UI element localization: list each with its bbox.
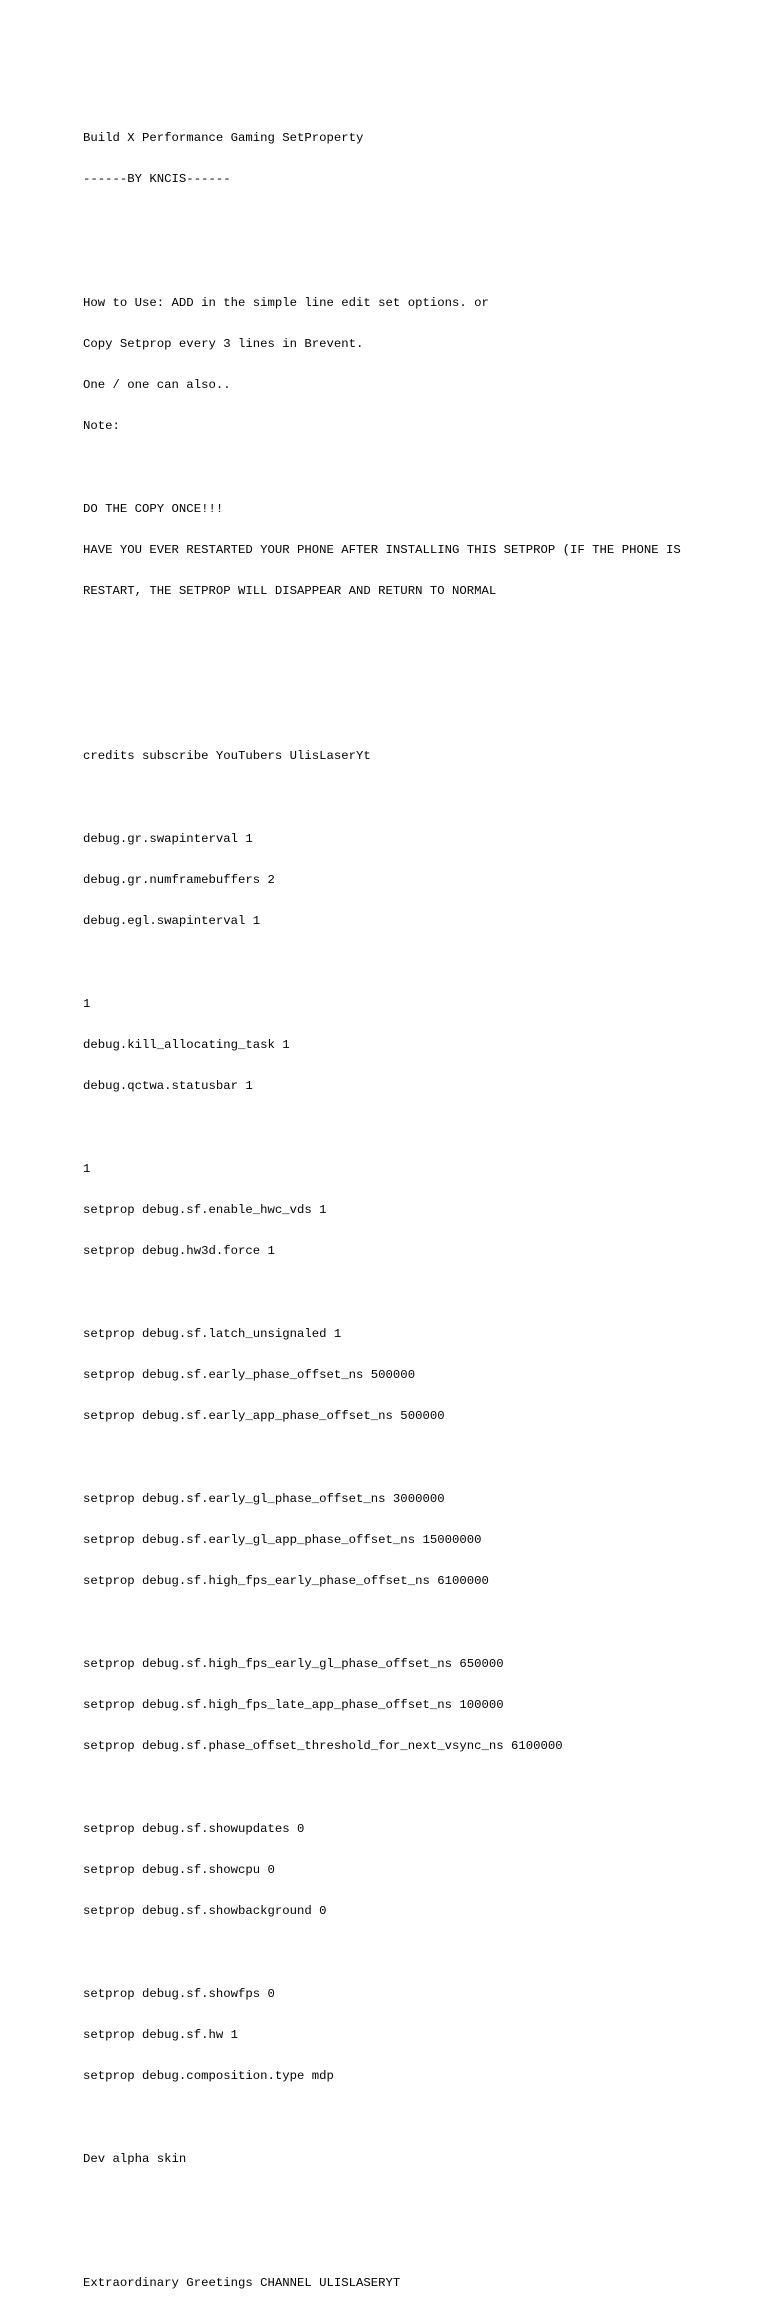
document-body [83,104,743,2318]
setprop-line: setprop debug.sf.phase_offset_threshold_for_next_vsync_ns 6100000 [83,1739,563,1754]
instructions-line: How to Use: ADD in the simple line edit set options. or [83,295,489,310]
setprop-line: setprop debug.sf.early_phase_offset_ns 500000 [83,1368,416,1382]
document-line [83,1617,743,1631]
setprop-line: setprop debug.sf.high_fps_early_gl_phase_offset_ns 650000 [83,1656,504,1671]
document-line [83,792,743,806]
property-line: debug.qctwa.statusbar 1 [83,1079,253,1094]
document-line [83,462,743,476]
document-line [83,2194,743,2208]
property-line: debug.kill_allocating_task 1 [83,1038,290,1052]
warning-line: RESTART, THE SETPROP WILL DISAPPEAR AND RETURN TO NORMAL [83,584,497,599]
document-title: Build X Performance Gaming SetProperty [83,130,364,145]
setprop-line: setprop debug.sf.high_fps_late_app_phase_offset_ns 100000 [83,1698,504,1712]
property-line: debug.egl.swapinterval 1 [83,914,261,929]
document-line [83,957,743,971]
setprop-line: setprop debug.sf.showupdates 0 [83,1821,305,1836]
setprop-line: setprop debug.sf.enable_hwc_vds 1 [83,1203,327,1217]
setprop-line: setprop debug.sf.hw 1 [83,2028,238,2042]
document-line [83,1782,743,1796]
setprop-line: setprop debug.sf.latch_unsignaled 1 [83,1326,342,1341]
document-author: ------BY KNCIS------ [83,171,231,186]
document-line [83,668,743,682]
credits-line: credits subscribe YouTubers UlisLaserYt [83,749,371,764]
setprop-line: setprop debug.sf.early_gl_app_phase_offset_ns 15000000 [83,1533,482,1547]
document-line [83,2112,743,2126]
property-line: debug.gr.numframebuffers 2 [83,873,275,887]
property-line: debug.gr.swapinterval 1 [83,831,253,846]
document-line [83,255,743,269]
greetings-line: Extraordinary Greetings CHANNEL ULISLASERYT [83,2275,401,2290]
setprop-line: setprop debug.composition.type mdp [83,2069,334,2084]
setprop-line: setprop debug.sf.showbackground 0 [83,1904,327,1919]
setprop-line: setprop debug.sf.showcpu 0 [83,1863,275,1877]
setprop-line: setprop debug.sf.showfps 0 [83,1986,275,2001]
setprop-line: setprop debug.hw3d.force 1 [83,1244,275,1259]
document-line [83,1287,743,1301]
setprop-line: setprop debug.sf.high_fps_early_phase_offset_ns 6100000 [83,1574,489,1589]
instructions-line: One / one can also.. [83,378,231,392]
instructions-line: Copy Setprop every 3 lines in Brevent. [83,336,364,351]
warning-line: DO THE COPY ONCE!!! [83,501,224,516]
document-line [83,1947,743,1961]
document-line [83,709,743,723]
skin-line: Dev alpha skin [83,2151,187,2166]
document-line [83,627,743,641]
setprop-line: setprop debug.sf.early_app_phase_offset_ns 500000 [83,1409,445,1424]
document-line [83,1122,743,1136]
document-line [83,214,743,228]
setprop-line: setprop debug.sf.early_gl_phase_offset_ns 3000000 [83,1491,445,1506]
property-line: 1 [83,996,91,1011]
warning-line: HAVE YOU EVER RESTARTED YOUR PHONE AFTER INSTALLING THIS SETPROP (IF THE PHONE IS [83,543,681,557]
document-line [83,1452,743,1466]
property-line: 1 [83,1161,91,1176]
document-line [83,2235,743,2249]
note-heading: Note: [83,419,120,434]
